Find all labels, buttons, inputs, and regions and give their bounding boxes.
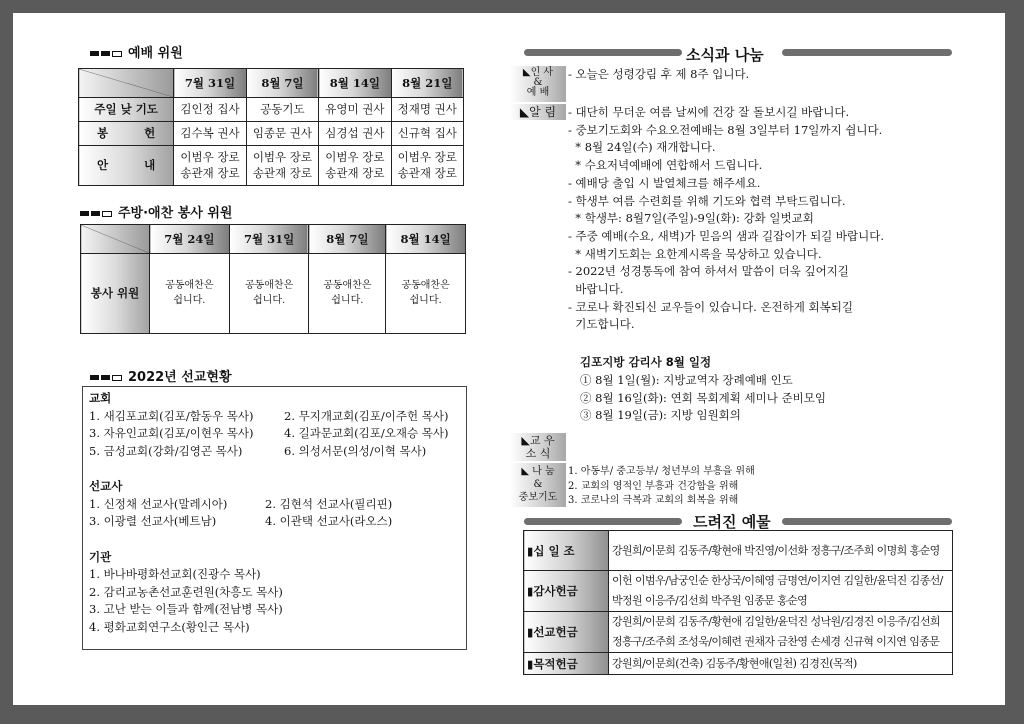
list-item: 1. 바나바평화선교회(진광수 목사) <box>89 567 261 581</box>
offering-label: ▮십 일 조 <box>524 531 609 571</box>
offering-label: ▮선교헌금 <box>524 612 609 653</box>
offerings-table <box>523 530 953 675</box>
list-item: 3. 자유인교회(김포/이현우 목사) 4. 길과문교회(김포/오재승 목사) <box>89 426 449 440</box>
table-cell: 정재명 권사 <box>391 98 463 122</box>
notice-label: ◣알 림 <box>510 104 566 120</box>
table-corner <box>81 225 150 254</box>
offerings-title: 드려진 예물 <box>693 513 771 531</box>
table-cell: 이범우 장로 송관재 장로 <box>246 146 318 186</box>
kitchen-table <box>80 224 466 334</box>
list-item: - 학생부 여름 수련회를 위해 기도와 협력 부탁드립니다. <box>568 193 846 208</box>
table-cell: 공동애찬은 쉽니다. <box>150 254 230 334</box>
missionary-heading: 선교사 <box>89 479 123 493</box>
list-item: * 수요저녁예배에 연합해서 드립니다. <box>568 158 763 173</box>
news-title: 소식과 나눔 <box>686 46 764 64</box>
worship-table <box>78 68 464 186</box>
row-label: 주일 낮 기도 <box>79 98 174 122</box>
table-cell: 김인정 집사 <box>174 98 246 122</box>
offering-label: ▮목적헌금 <box>524 653 609 675</box>
list-item: 1. 신정채 선교사(말레시아) 2. 김현석 선교사(필리핀) <box>89 496 393 511</box>
members-label: ◣교 우 소 식 <box>510 433 566 461</box>
list-item: - 예배당 출입 시 발열체크를 해주세요. <box>568 175 761 190</box>
district-title: 김포지방 감리사 8월 일정 <box>580 355 712 369</box>
list-item: 3. 고난 받는 이들과 함께(전남병 목사) <box>89 602 283 616</box>
title-bar <box>782 518 952 525</box>
table-corner <box>79 69 174 98</box>
table-cell: 신규혁 집사 <box>391 122 463 146</box>
worship-section-title: 예배 위원 <box>90 42 183 61</box>
offering-names: 강원희/이문희 김동주/황현애 박진영/이선화 정흥구/조주희 이명희 홍순영 <box>609 531 953 571</box>
date-header: 8월 14일 <box>386 225 466 254</box>
list-item: - 2022년 성경통독에 참여 하셔서 말씀이 더욱 깊어지길 <box>568 264 849 279</box>
list-item: - 주중 예배(수요, 새벽)가 믿음의 샘과 길잡이가 되길 바랍니다. <box>568 228 885 243</box>
list-item: - 대단히 무더운 여름 날씨에 건강 잘 돌보시길 바랍니다. <box>568 105 850 119</box>
offering-names: 강원희/이문희 김동주/황현애 김일한/윤덕진 성낙원/김경진 이응주/김선희 정흥구/조주희 조성욱/이혜련 권채자 금찬영 손세경 신규혁 이지연 임종문 <box>609 612 953 653</box>
date-header: 7월 31일 <box>174 69 246 98</box>
list-item: 5. 금성교회(강화/김영곤 목사) 6. 의성서문(의성/이혁 목사) <box>89 443 427 458</box>
date-header: 8월 7일 <box>246 69 318 98</box>
district-list <box>580 372 826 425</box>
mission-box <box>82 386 467 650</box>
org-heading: 기관 <box>89 549 112 564</box>
list-item: * 학생부: 8월7일(주일)-9일(화): 강화 일벗교회 <box>568 211 814 226</box>
list-item: 바랍니다. <box>568 282 624 297</box>
date-header: 7월 31일 <box>229 225 309 254</box>
list-item: 2. 감리교농촌선교훈련원(차흥도 목사) <box>89 584 283 599</box>
table-cell: 임종문 권사 <box>246 122 318 146</box>
table-cell: 김수복 권사 <box>174 122 246 146</box>
date-header: 8월 21일 <box>391 69 463 98</box>
kitchen-section-title: 주방·애찬 봉사 위원 <box>80 202 232 221</box>
table-cell: 이범우 장로 송관재 장로 <box>319 146 391 186</box>
list-item: 2. 교회의 영적인 부흥과 건강함을 위해 <box>568 480 739 492</box>
offering-names: 강원희/이문희(건축) 김동주/황현애(일천) 김경진(목적) <box>609 653 953 675</box>
date-header: 7월 24일 <box>150 225 230 254</box>
greeting-text: - 오늘은 성령강림 후 제 8주 입니다. <box>568 67 750 81</box>
row-label: 봉사 위원 <box>81 254 150 334</box>
title-bar <box>524 49 682 56</box>
list-item: 기도합니다. <box>568 317 635 332</box>
list-item: ① 8월 1일(월): 지방교역자 장례예배 인도 <box>580 373 793 387</box>
list-item: - 중보기도회와 수요오전예배는 8월 3일부터 17일까지 쉽니다. <box>568 122 883 137</box>
list-item: ② 8월 16일(화): 연회 목회계획 세미나 준비모임 <box>580 390 826 405</box>
greeting-label: ◣인 사 & 예 배 <box>510 66 566 102</box>
table-cell: 이범우 장로 송관재 장로 <box>391 146 463 186</box>
mission-section-title: 2022년 선교현황 <box>90 366 232 385</box>
row-label: 안 내 <box>79 146 174 186</box>
prayer-list <box>568 465 755 509</box>
prayer-label: ◣ 나 눔 & 중보기도 <box>510 463 566 507</box>
date-header: 8월 7일 <box>309 225 386 254</box>
date-header: 8월 14일 <box>319 69 391 98</box>
title-bar <box>524 518 682 525</box>
list-item: * 새벽기도회는 요한계시록을 묵상하고 있습니다. <box>568 246 822 261</box>
list-item: * 8월 24일(수) 재개합니다. <box>568 140 716 155</box>
list-item: ③ 8월 19일(금): 지방 임원회의 <box>580 408 741 423</box>
church-heading: 교회 <box>89 391 112 405</box>
table-cell: 공동애찬은 쉽니다. <box>386 254 466 334</box>
table-cell: 공동애찬은 쉽니다. <box>229 254 309 334</box>
title-bar <box>782 49 952 56</box>
offering-names: 이헌 이범우/남궁인순 한상국/이혜영 금명연/이지연 김일한/윤덕진 김종선/박정원 이응주/김선희 박주원 임종문 홍순영 <box>609 571 953 612</box>
list-item: 3. 코로나의 극복과 교회의 회복을 위해 <box>568 495 739 506</box>
offering-label: ▮감사헌금 <box>524 571 609 612</box>
notice-list <box>568 104 884 334</box>
list-item: 3. 이광렬 선교사(베트남) 4. 이관택 선교사(라오스) <box>89 514 393 528</box>
table-cell: 유영미 권사 <box>319 98 391 122</box>
table-cell: 공동기도 <box>246 98 318 122</box>
table-cell: 심경섭 권사 <box>319 122 391 146</box>
list-item: 4. 평화교회연구소(황인근 목사) <box>89 619 250 634</box>
table-cell: 공동애찬은 쉽니다. <box>309 254 386 334</box>
table-cell: 이범우 장로 송관재 장로 <box>174 146 246 186</box>
list-item: 1. 아동부/ 중고등부/ 청년부의 부흥을 위해 <box>568 466 755 477</box>
list-item: - 코로나 확진되신 교우들이 있습니다. 온전하게 회복되길 <box>568 299 853 314</box>
list-item: 1. 새김포교회(김포/함동우 목사) 2. 무지개교회(김포/이주헌 목사) <box>89 408 449 423</box>
row-label: 봉 헌 <box>79 122 174 146</box>
